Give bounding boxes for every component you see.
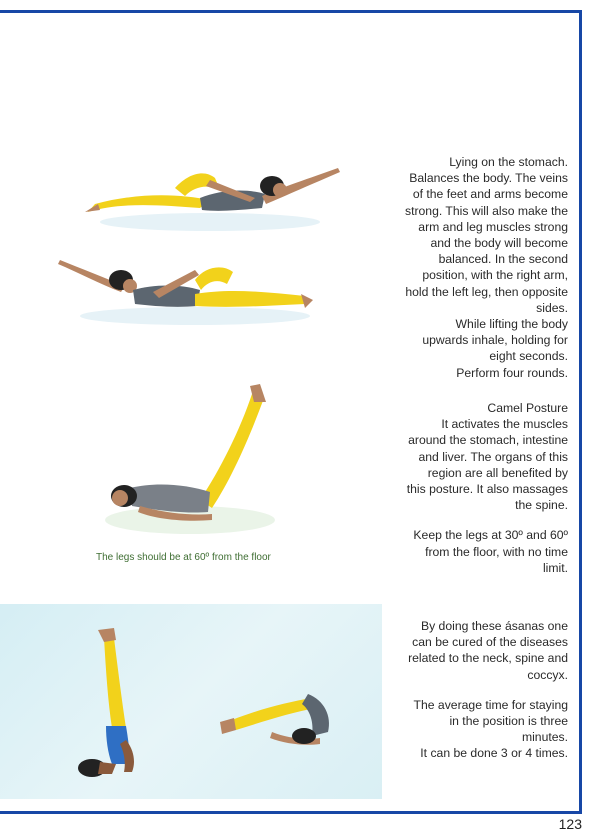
page-number: 123 (558, 816, 582, 832)
text-line: arm and leg muscles strong (418, 219, 568, 234)
text-line: and liver. The organs of this (418, 449, 568, 464)
yoga-figure-bow-right (80, 160, 345, 235)
section-heading: Camel Posture (487, 401, 568, 415)
text-block-2 (396, 400, 568, 576)
text-block-3 (396, 618, 568, 762)
text-line: hold the left leg, then opposite (405, 284, 568, 299)
yoga-figure-leg-raise (100, 380, 280, 540)
text-line: coccyx. (527, 667, 568, 682)
text-line: around the stomach, intestine (408, 433, 568, 448)
text-line: By doing these ásanas one (420, 619, 568, 633)
text-line: It can be done 3 or 4 times. (420, 746, 568, 761)
text-line: upwards inhale, holding for (422, 333, 568, 348)
text-line: It activates the muscles (441, 417, 568, 432)
text-line: related to the neck, spine and (408, 651, 568, 666)
yoga-figure-plough (212, 680, 337, 755)
text-line: of the feet and arms become (412, 187, 568, 202)
text-line: strong. This will also make the (404, 203, 568, 218)
text-line: limit. (542, 560, 568, 575)
text-line: can be cured of the diseases (412, 635, 568, 650)
figure-caption: The legs should be at 60º from the floor (96, 552, 271, 563)
yoga-figure-bow-left (55, 250, 320, 330)
text-line: Balances the body. The veins (409, 171, 568, 186)
text-line: and the body will become (430, 236, 568, 251)
text-line: this posture. It also massages (406, 482, 568, 497)
text-line: region are all benefited by (427, 465, 568, 480)
text-line: balanced. In the second (438, 252, 568, 267)
text-line: Keep the legs at 30º and 60º (413, 528, 568, 543)
yoga-figure-shoulder-stand (70, 622, 160, 782)
text-line: While lifting the body (455, 317, 568, 332)
text-line: from the floor, with no time (425, 544, 568, 559)
text-line: in the position is three (449, 714, 568, 729)
text-line: eight seconds. (489, 349, 568, 364)
text-line: sides. (536, 300, 568, 315)
text-line: minutes. (521, 730, 568, 745)
text-line: position, with the right arm, (422, 268, 568, 283)
text-block-1 (396, 154, 568, 381)
text-line: Lying on the stomach. (449, 155, 568, 169)
text-line: The average time for staying (413, 697, 568, 712)
text-line: Perform four rounds. (456, 365, 568, 380)
text-line: the spine. (515, 498, 568, 513)
